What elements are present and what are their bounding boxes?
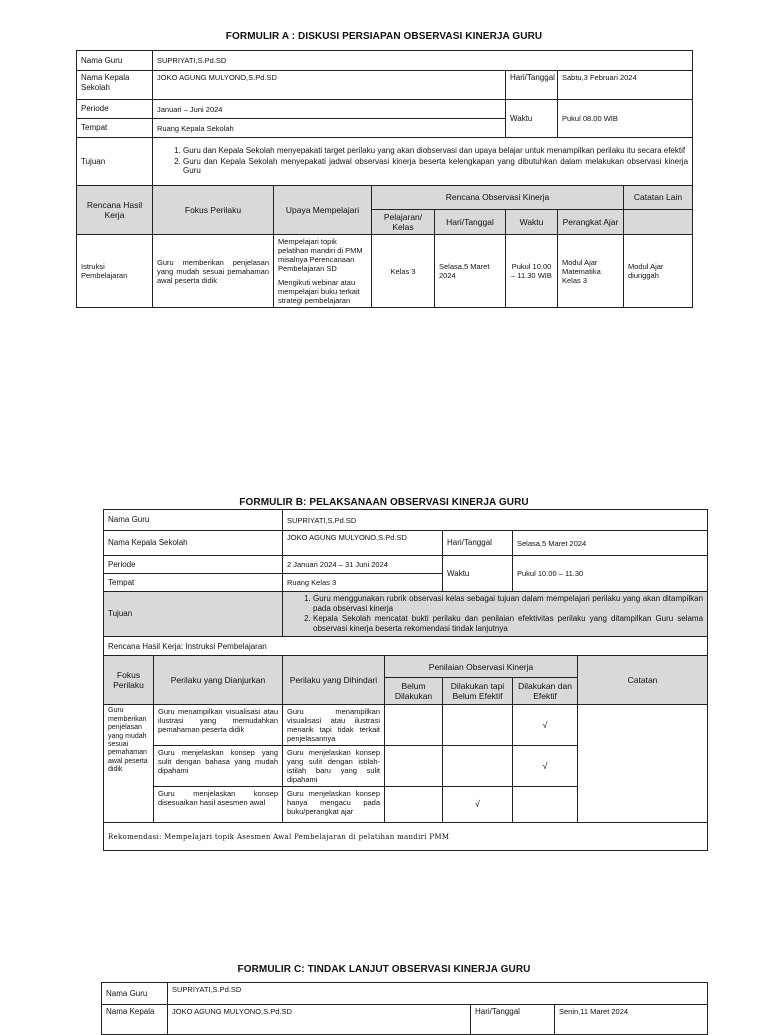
- b-header-tidak-efektif: Dilakukan tapi Belum Efektif: [443, 678, 513, 705]
- b-fokus-cell: Guru memberikan penjelasan yang mudah sesuai pemahaman awal peserta didik: [104, 705, 154, 823]
- b-dihindari-3: Guru menjelaskan konsep hanya mengacu pada buku/perangkat ajar: [283, 787, 385, 823]
- tujuan-item: 2. Guru dan Kepala Sekolah menyepakati jadwal observasi kinerja beserta kelengkapan yang dibutuhkan dalam melakukan observasi kinerja Guru: [183, 157, 688, 176]
- b-check-mark: √: [513, 705, 578, 746]
- b-rhk-line: Rencana Hasil Kerja: Instruksi Pembelajaran: [104, 637, 708, 656]
- b-tujuan-item: 2. Kepala Sekolah mencatat bukti perilaku dan penilaian efektivitas perilaku yang ditampilkan Guru selama observasi kinerja beserta rekomendasi tindak lanjutnya: [313, 614, 703, 633]
- header-hari: Hari/Tanggal: [435, 210, 506, 235]
- b-header-penilaian: Penilaian Observasi Kinerja: [385, 656, 578, 678]
- b-dianjurkan-1: Guru menampilkan visualisasi atau ilustrasi yang memudahkan pemahaman peserta didik: [154, 705, 283, 746]
- b-dianjurkan-2: Guru menjelaskan konsep yang sulit dengan bahasa yang mudah dipahami: [154, 746, 283, 787]
- c-nama-guru-label: Nama Guru: [102, 983, 168, 1005]
- header-waktu: Waktu: [506, 210, 558, 235]
- b-header-dianjurkan: Perilaku yang Dianjurkan: [154, 656, 283, 705]
- b-check-mark: √: [513, 746, 578, 787]
- b-waktu-label: Waktu: [443, 556, 513, 592]
- form-a-title: FORMULIR A : DISKUSI PERSIAPAN OBSERVASI KINERJA GURU: [225, 31, 543, 42]
- form-b-title: FORMULIR B: PELAKSANAAN OBSERVASI KINERJA GURU: [239, 497, 529, 508]
- c-kepala-label: Nama Kepala: [102, 1005, 168, 1035]
- kepala-value: JOKO AGUNG MULYONO,S.Pd.SD: [153, 71, 506, 100]
- b-tidak-efektif-1: [443, 705, 513, 746]
- b-waktu-value: Pukul 10.00 – 11.30: [513, 556, 708, 592]
- header-upaya: Upaya Mempelajari: [274, 186, 372, 235]
- row-upaya: [274, 235, 372, 308]
- header-pelajaran: Pelajaran/ Kelas: [372, 210, 435, 235]
- waktu-value: Pukul 08.00 WIB: [558, 100, 693, 138]
- b-rekomendasi: Rekomendasi: Mempelajari topik Asesmen Awal Pembelajaran di pelatihan mandiri PMM: [104, 823, 708, 851]
- b-nama-guru-value: SUPRIYATI,S.Pd.SD: [283, 510, 708, 531]
- c-nama-guru-value: SUPRIYATI,S.Pd.SD: [168, 983, 708, 1005]
- tempat-value: Ruang Kepala Sekolah: [153, 119, 506, 138]
- row-catatan: Modul Ajar diunggah: [624, 235, 693, 308]
- b-dihindari-1: Guru menampilkan visualisasi atau ilustrasi menarik tapi tidak terkait penjelasannya: [283, 705, 385, 746]
- row-upaya-2: Mengikuti webinar atau mempelajari buku terkait strategi pembelajaran: [278, 278, 360, 306]
- b-periode-value: 2 Januari 2024 – 31 Juni 2024: [283, 556, 443, 574]
- form-c-title: FORMULIR C: TINDAK LANJUT OBSERVASI KINERJA GURU: [237, 964, 531, 975]
- b-kepala-label: Nama Kepala Sekolah: [104, 531, 283, 556]
- periode-value: Januari – Juni 2024: [153, 100, 506, 119]
- form-a-table: [76, 50, 693, 308]
- hari-value: Sabtu,3 Februari 2024: [558, 71, 693, 100]
- c-hari-label: Hari/Tanggal: [471, 1005, 555, 1035]
- b-tempat-value: Ruang Kelas 3: [283, 574, 443, 592]
- b-tujuan-label: Tujuan: [104, 592, 283, 637]
- row-upaya-1: Mempelajari topik pelatihan mandiri di PMM misalnya Perencanaan Pembelajaran SD: [278, 237, 363, 274]
- row-hari: Selasa,5 Maret 2024: [435, 235, 506, 308]
- header-perangkat: Perangkat Ajar: [558, 210, 624, 235]
- b-check-mark: √: [443, 787, 513, 823]
- b-hari-label: Hari/Tanggal: [443, 531, 513, 556]
- tujuan-label: Tujuan: [77, 138, 153, 186]
- b-dihindari-2: Guru menjelaskan konsep yang sulit dengan istilah-istilah baru yang sulit dipahami: [283, 746, 385, 787]
- waktu-label: Waktu: [506, 100, 558, 138]
- nama-guru-label: Nama Guru: [77, 51, 153, 71]
- tujuan-item: 1. Guru dan Kepala Sekolah menyepakati target perilaku yang akan diobservasi dan upaya belajar untuk menampilkan perilaku itu secara efektif: [183, 146, 688, 156]
- b-catatan-cell: [578, 705, 708, 823]
- b-header-efektif: Dilakukan dan Efektif: [513, 678, 578, 705]
- b-belum-1: [385, 705, 443, 746]
- header-empty: [624, 210, 693, 235]
- header-rhk: Rencana Hasil Kerja: [77, 186, 153, 235]
- kepala-label: Nama Kepala Sekolah: [77, 71, 153, 100]
- periode-label: Periode: [77, 100, 153, 119]
- form-b-table: [103, 509, 708, 851]
- b-header-catatan: Catatan: [578, 656, 708, 705]
- tujuan-list: [153, 138, 693, 186]
- b-dianjurkan-3: Guru menjelaskan konsep disesuaikan hasil asesmen awal: [154, 787, 283, 823]
- tempat-label: Tempat: [77, 119, 153, 138]
- header-rencana-observasi: Rencana Observasi Kinerja: [372, 186, 624, 210]
- c-hari-value: Senin,11 Maret 2024: [555, 1005, 708, 1035]
- b-belum-3: [385, 787, 443, 823]
- b-efektif-3: [513, 787, 578, 823]
- b-kepala-value: JOKO AGUNG MULYONO,S.Pd.SD: [283, 531, 443, 556]
- row-rhk: Istruksi Pembelajaran: [77, 235, 153, 308]
- b-header-fokus: Fokus Perilaku: [104, 656, 154, 705]
- row-waktu: Pukul 10.00 – 11.30 WIB: [506, 235, 558, 308]
- b-tempat-label: Tempat: [104, 574, 283, 592]
- b-hari-value: Selasa,5 Maret 2024: [513, 531, 708, 556]
- b-header-dihindari: Perilaku yang Dihindari: [283, 656, 385, 705]
- b-belum-2: [385, 746, 443, 787]
- hari-label: Hari/Tanggal: [506, 71, 558, 100]
- header-catatan-lain: Catatan Lain: [624, 186, 693, 210]
- nama-guru-value: SUPRIYATI,S.Pd.SD: [153, 51, 693, 71]
- b-tujuan-list: [283, 592, 708, 637]
- row-perangkat: Modul Ajar Matematika Kelas 3: [558, 235, 624, 308]
- b-tujuan-item: 1. Guru menggunakan rubrik observasi kelas sebagai tujuan dalam mempelajari perilaku yang akan ditampilkan pada observasi kinerja: [313, 594, 703, 613]
- b-periode-label: Periode: [104, 556, 283, 574]
- b-nama-guru-label: Nama Guru: [104, 510, 283, 531]
- row-kelas: Kelas 3: [372, 235, 435, 308]
- b-header-belum: Belum Dilakukan: [385, 678, 443, 705]
- c-kepala-value: JOKO AGUNG MULYONO,S.Pd.SD: [168, 1005, 471, 1035]
- b-tidak-efektif-2: [443, 746, 513, 787]
- form-c-table: [101, 982, 708, 1035]
- header-fokus: Fokus Perilaku: [153, 186, 274, 235]
- row-fokus: Guru memberikan penjelasan yang mudah sesuai pemahaman awal peserta didik: [153, 235, 274, 308]
